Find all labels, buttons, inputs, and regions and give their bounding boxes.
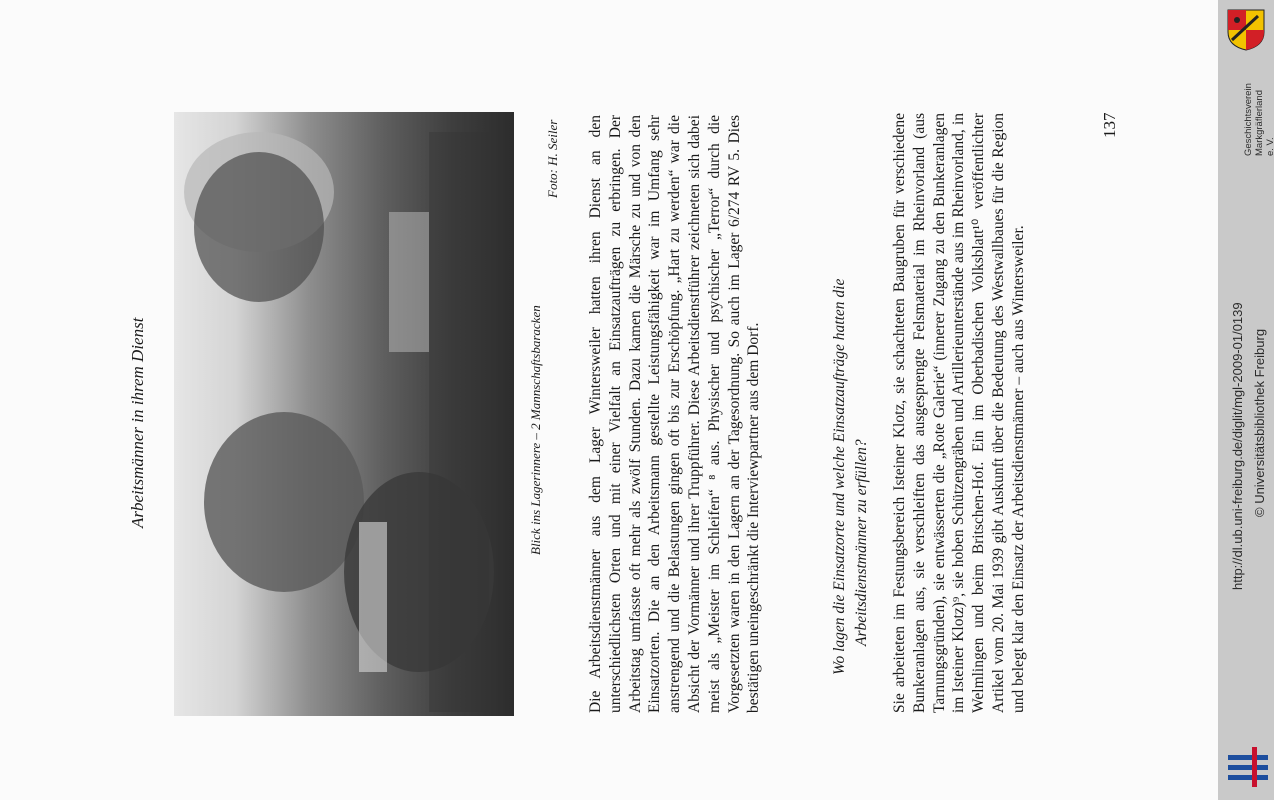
section-heading-line-1: Wo lagen die Einsatzorte und welche Einsatzaufträge hatten die	[831, 278, 848, 675]
barracks-photo	[174, 112, 514, 716]
section-heading-line-2: Arbeitsdienstmänner zu erfüllen?	[853, 439, 870, 646]
organization-name	[1243, 83, 1276, 156]
running-title: Arbeitsmänner in ihrem Dienst	[128, 317, 147, 528]
photo-credit: Foto: H. Seiler	[545, 119, 560, 198]
page-number: 137	[1100, 112, 1119, 138]
university-library-logo-icon	[1226, 745, 1270, 789]
body-paragraph-1: Die Arbeitsdienstmänner aus dem Lager Wintersweiler hatten ihren Dienst an den unterschiedlichsten Orten und mit einer Vielfalt an Einsatzaufträgen zu erbringen. Der Arbeitstag umfasste oft mehr als zwölf Stunden. Dazu kamen die Märsche zu und von den Einsatzorten. Die an den Arbeitsmann gestellte Leistungsfähigkeit war im Umfang sehr anstrengend und die Belastungen gingen oft bis zur Erschöpfung. „Hart zu werden“ war die Absicht der Vormänner und ihrer Truppführer. Diese Arbeitsdienstführer zeichneten sich dabei meist als „Meister im Schleifen“ ⁸ aus. Physischer und psychischer „Terror“ durch die Vorgesetzten waren in den Lagern an der Tagesordnung. So auch im Lager 6/274 RV 5. Dies bestätigen uneingeschränkt die Interviewpartner aus dem Dorf.	[587, 115, 763, 713]
crest-logo-icon	[1224, 8, 1268, 52]
copyright-notice: © Universitätsbibliothek Freiburg	[1252, 328, 1267, 517]
photo-caption: Blick ins Lagerinnere – 2 Mannschaftsbaracken	[528, 305, 543, 555]
body-paragraph-2: Sie arbeiteten im Festungsbereich Isteiner Klotz, sie schachteten Baugruben für verschiedene Bunkeranlagen aus, sie verschleiften das ausgesprengte Felsmaterial im Rheinvorland (aus Tarnungsgründen), sie entwässerten die „Rote Galerie“ (innerer Zugang zu den Bunkeranlagen im Isteiner Klotz)⁹, sie hoben Schützengräben und Artillerieunterstände aus im Rheinvorland, in Welmlingen und beim Britschen-Hof. Ein im Oberbadischen Volksblatt¹⁰ veröffentlichter Artikel vom 20. Mai 1939 gibt Auskunft über die Bedeutung des Westwallbaues für die Region und belegt klar den Einsatz der Arbeitsdienstmänner – auch aus Wintersweiler.	[891, 113, 1027, 713]
organization-name-line-1: Geschichtsverein	[1243, 83, 1254, 156]
organization-name-line-2: Markgräflerland e. V.	[1254, 90, 1276, 156]
document-url-link[interactable]: http://dl.ub.uni-freiburg.de/diglit/mgl-2009-01/0139	[1230, 302, 1245, 590]
